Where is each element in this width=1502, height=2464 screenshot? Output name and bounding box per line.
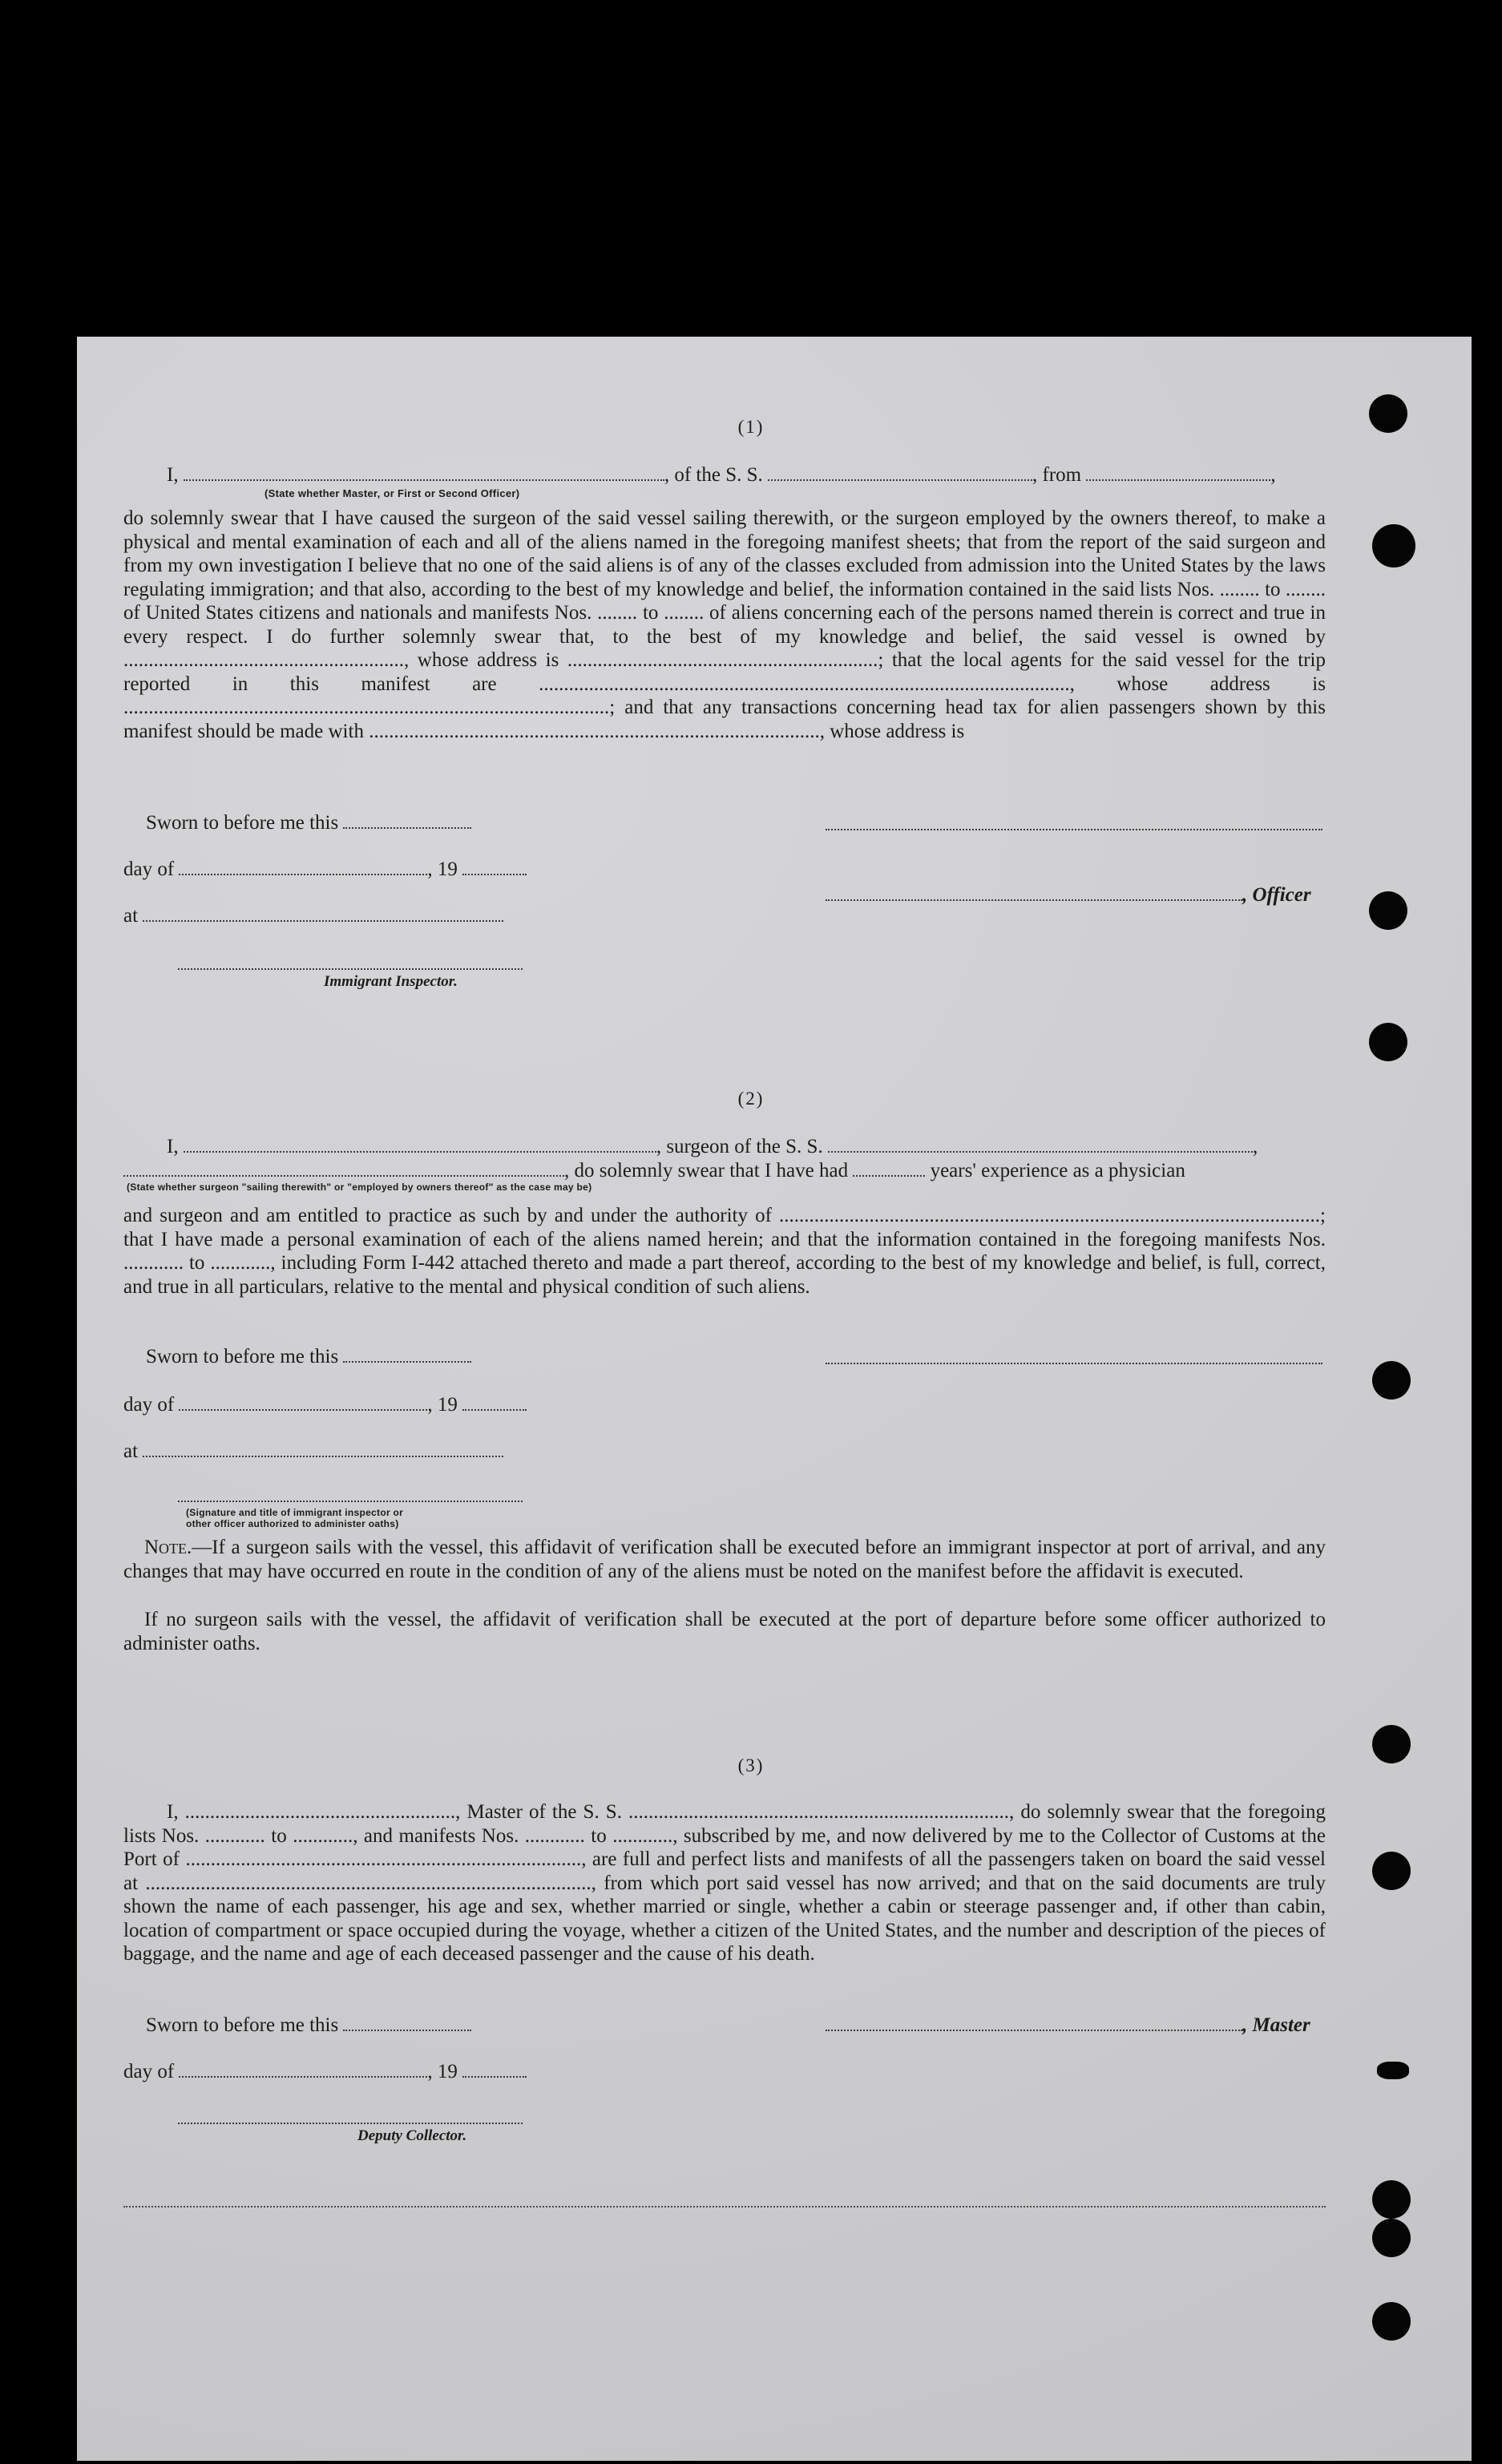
master-signature-line: [826, 2014, 1310, 2037]
binder-hole: [1372, 2302, 1411, 2341]
day-of-line-1: day of , 19: [123, 858, 527, 881]
binder-hole: [1372, 524, 1415, 568]
section-2-line-2: , do solemnly swear that I have had years' experience as a physician: [123, 1159, 1185, 1182]
section-3-number: (3): [737, 1755, 765, 1775]
of-ss-label: , of the S. S.: [664, 464, 763, 486]
day-of-line-2: day of , 19: [123, 1393, 527, 1416]
surgeon-note: Note.—If a surgeon sails with the vessel, this affidavit of verification shall be executed before an immigrant inspector at port of arrival, and any changes that may have occurred en route in the condition of any of the aliens must be noted on the manifest before the affidavit is executed.: [123, 1537, 1326, 1582]
section-2-line-1: I, , surgeon of the S. S. ,: [167, 1136, 1258, 1157]
deputy-collector-label: Deputy Collector.: [357, 2127, 467, 2144]
bottom-rule: [123, 2206, 1326, 2208]
at-line-1: at: [123, 904, 503, 927]
binder-hole: [1372, 2180, 1411, 2219]
sworn-line-2: Sworn to before me this: [146, 1345, 471, 1368]
sworn-line-3: Sworn to before me this: [146, 2014, 471, 2037]
binder-hole: [1369, 1023, 1407, 1061]
officer-signature-line: [826, 883, 1311, 907]
collector-signature-line: [178, 2123, 523, 2124]
sworn-line-1: Sworn to before me this: [146, 811, 471, 834]
administering-officer-line: [178, 1501, 523, 1502]
section-2-oath-text: and surgeon and am entitled to practice as such by and under the authority of ............................................................................................................; that I have made a personal examination of each of the aliens named herein; and that the information contained in the foregoing manifests Nos. ............ to ............, including Form I-442 attached thereto and made a part thereof, according to the best of my knowledge and belief, is full, correct, and true in all particulars, relative to the mental and physical condition of such aliens.: [123, 1205, 1326, 1298]
pronoun-i: I,: [167, 464, 179, 486]
at-line-2: at: [123, 1440, 503, 1463]
section-1-oath-text: do solemnly swear that I have caused the surgeon of the said vessel sailing therewith, or the surgeon employed by the owners thereof, to make a physical and mental examination of each and all of the aliens named in the foregoing manifest sheets; that from the report of the said surgeon and from my own investigation I believe that no one of the said aliens is of any of the classes excluded from admission into the United States by the laws regulating immigration; and that also, according to the best of my knowledge and belief, the information contained in the said lists Nos. ........ to ........ of United States citizens and nationals and manifests Nos. ........ to ........ of aliens concerning each of the persons named therein is correct and true in every respect. I do further solemnly swear that, to the best of my knowledge and belief, the said vessel is owned by ........................................................, whose address is ..............................................................; that the local agents for the said vessel for the trip reported in this manifest are .........................................................................................................., whose address is .................................................................................................; and that any transactions concerning head tax for alien passengers shown by this manifest should be made with .........................................................................................., whose address is: [123, 507, 1326, 742]
surgeon-status-note: (State whether surgeon "sailing therewith" or "employed by owners thereof" as the case may be): [127, 1182, 592, 1193]
signature-title-note-1: (Signature and title of immigrant inspector or: [186, 1507, 404, 1518]
officer-label: , Officer: [1242, 884, 1311, 906]
section-2-number: (2): [737, 1089, 765, 1109]
section-3-oath-text: I, ......................................................, Master of the S. S. ............................................................................, do solemnly swear that the foregoing lists Nos. ............ to ............, and manifests Nos. ............ to ............, subscribed by me, and now delivered by me to the Collector of Customs at the Port of ..............................................................................., are full and perfect lists and manifests of all the passengers taken on board the said vessel at ........................................................................................., from which port said vessel has now arrived; and that on the said documents are truly shown the name of each passenger, his age and sex, whether married or single, whether a cabin or steerage passenger and, if other than cabin, location of compartment or space occupied during the voyage, whether a citizen of the United States, and the number and description of the pieces of baggage, and the name and age of each deceased passenger and the cause of his death.: [123, 1801, 1326, 1965]
no-surgeon-note: If no surgeon sails with the vessel, the affidavit of verification shall be executed at the port of departure before some officer authorized to administer oaths.: [123, 1609, 1326, 1654]
inspector-signature-line: [178, 968, 523, 970]
binder-hole: [1372, 1852, 1411, 1890]
section-1-number: (1): [737, 417, 765, 437]
signature-line-surgeon: [826, 1363, 1322, 1364]
day-of-line-3: day of , 19: [123, 2060, 527, 2083]
master-label: , Master: [1242, 2014, 1310, 2036]
officer-rank-note: (State whether Master, or First or Second Officer): [264, 487, 520, 499]
binder-hole: [1369, 891, 1407, 930]
binder-hole: [1372, 2219, 1411, 2257]
binder-hole: [1372, 1361, 1411, 1400]
immigrant-inspector-label: Immigrant Inspector.: [324, 973, 458, 990]
section-1-line-1: I, , of the S. S. , from ,: [167, 464, 1276, 486]
signature-title-note-2: other officer authorized to administer oaths): [186, 1518, 399, 1529]
from-label: , from: [1032, 464, 1082, 486]
binder-hole: [1377, 2062, 1409, 2079]
signature-line-master: [826, 829, 1322, 830]
